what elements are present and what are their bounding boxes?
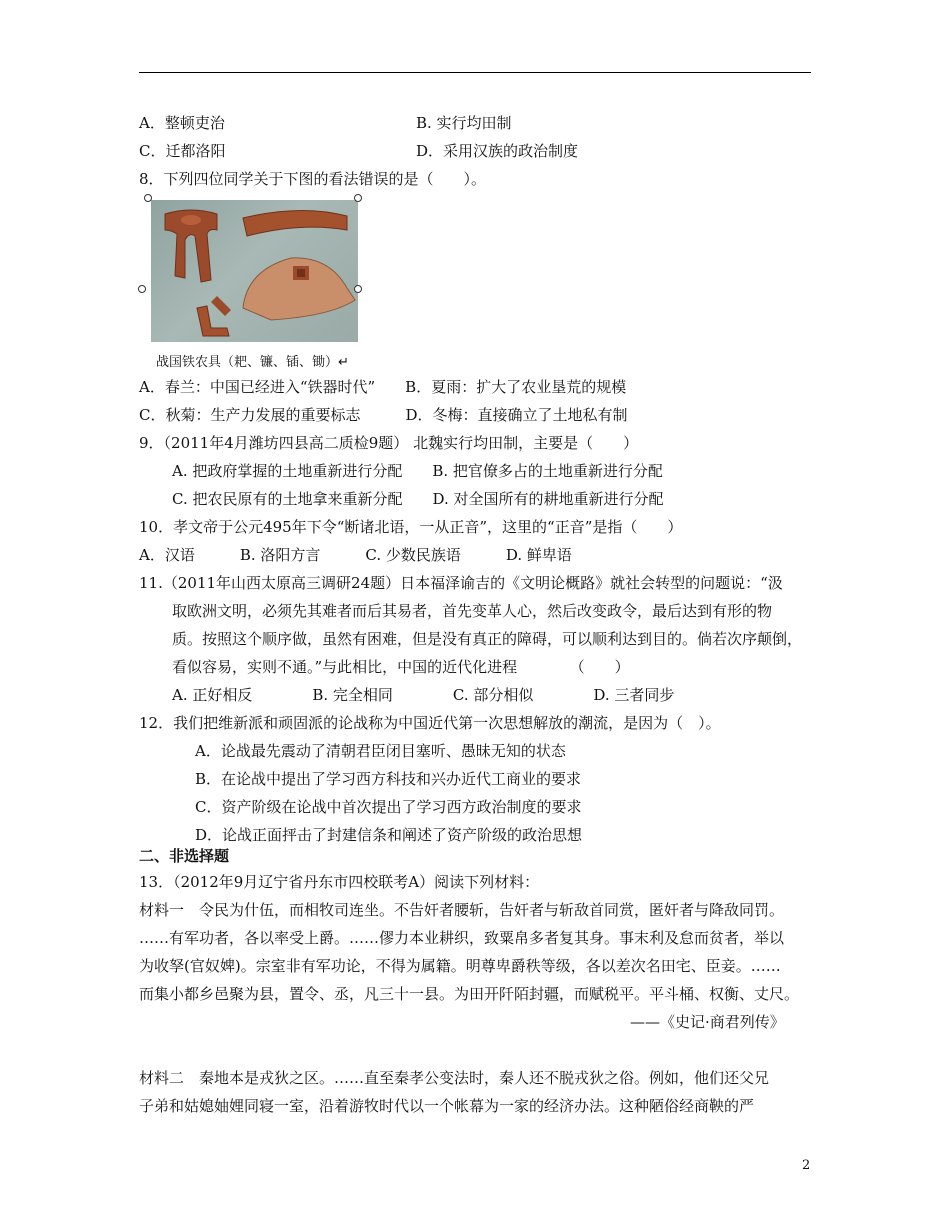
- material2-line2: 子弟和姑媳妯娌同寝一室，沿着游牧时代以一个帐幕为一家的经济办法。这种陋俗经商鞅的严: [139, 1097, 755, 1115]
- q11-line1: 11.（2011年山西太原高三调研24题）日本福泽谕吉的《文明论概路》就社会转型的问题说：“汲: [139, 574, 783, 592]
- material1-line2: ……有军功者，各以率受上爵。……僇力本业耕织，致粟帛多者复其身。事末利及怠而贫者，举以: [139, 929, 785, 947]
- resize-handle-middle-right[interactable]: [354, 285, 362, 293]
- resize-handle-top-left[interactable]: [144, 194, 152, 202]
- q12-option-b: B．在论战中提出了学习西方科技和兴办近代工商业的要求: [195, 770, 582, 788]
- resize-handle-middle-left[interactable]: [138, 285, 146, 293]
- q11-line4: 看似容易，实则不通。”与此相比，中国的近代化进程 （ ）: [172, 658, 630, 676]
- q7-option-b: B. 实行均田制: [416, 114, 512, 132]
- q9-options-line2: C. 把农民原有的土地拿来重新分配 D. 对全国所有的耕地重新进行分配: [172, 490, 664, 508]
- iron-tools-illustration: [151, 200, 358, 342]
- q7-option-d: D．采用汉族的政治制度: [416, 142, 579, 160]
- q8-options-line1: A．春兰：中国已经进入“铁器时代” B．夏雨：扩大了农业垦荒的规模: [139, 378, 627, 396]
- material1-line1: 材料一 令民为什伍，而相牧司连坐。不告奸者腰斩，告奸者与斩敌首同赏，匿奸者与降敌同罚。: [139, 901, 785, 919]
- material1-line3: 为收孥(官奴婢)。宗室非有军功论，不得为属籍。明尊卑爵秩等级，各以差次名田宅、臣妾。……: [139, 957, 781, 975]
- q12-option-c: C．资产阶级在论战中首次提出了学习西方政治制度的要求: [195, 798, 582, 816]
- resize-handle-top-right[interactable]: [354, 194, 362, 202]
- q12-option-a: A．论战最先震动了清朝君臣闭目塞听、愚昧无知的状态: [195, 742, 566, 760]
- q11-line2: 取欧洲文明，必须先其难者而后其易者，首先变革人心，然后改变政令，最后达到有形的物: [172, 602, 773, 620]
- material2-line1: 材料二 秦地本是戎狄之区。……直至秦孝公变法时，秦人还不脱戎狄之俗。例如，他们还父兄: [139, 1069, 770, 1087]
- q9-stem: 9．（2011年4月潍坊四县高二质检9题） 北魏实行均田制，主要是（ ）: [139, 434, 639, 452]
- section-heading: 二、非选择题: [139, 847, 230, 865]
- q11-line3: 质。按照这个顺序做，虽然有困难，但是没有真正的障碍，可以顺利达到目的。倘若次序颠倒，: [172, 630, 803, 648]
- q8-options-line2: C．秋菊：生产力发展的重要标志 D．冬梅：直接确立了土地私有制: [139, 406, 628, 424]
- iron-tools-photo: [151, 200, 358, 342]
- q13-stem: 13．（2012年9月辽宁省丹东市四校联考A）阅读下列材料：: [139, 873, 540, 891]
- q7-option-c: C．迁都洛阳: [139, 142, 226, 160]
- photo-caption: 战国铁农具（耙、镰、锸、锄）↵: [156, 355, 349, 370]
- material1-source: ——《史记·商君列传》: [630, 1013, 785, 1031]
- q12-option-d: D．论战正面抨击了封建信条和阐述了资产阶级的政治思想: [195, 826, 583, 844]
- q10-stem: 10．孝文帝于公元495年下令“断诸北语，一从正音”，这里的“正音”是指（ ）: [139, 518, 683, 536]
- q8-stem: 8．下列四位同学关于下图的看法错误的是（ ）。: [139, 170, 487, 188]
- material1-line4: 而集小都乡邑聚为县，置令、丞，凡三十一县。为田开阡陌封疆，而赋税平。平斗桶、权衡、丈尺。: [139, 985, 800, 1003]
- q9-options-line1: A. 把政府掌握的土地重新进行分配 B. 把官僚多占的土地重新进行分配: [172, 462, 663, 480]
- header-rule: [139, 72, 811, 73]
- page-number: 2: [802, 1158, 811, 1173]
- q7-option-a: A．整顿吏治: [139, 114, 225, 132]
- q10-options: A．汉语 B. 洛阳方言 C. 少数民族语 D. 鲜卑语: [139, 546, 572, 564]
- q12-stem: 12．我们把维新派和顽固派的论战称为中国近代第一次思想解放的潮流，是因为（ ）。: [139, 714, 721, 732]
- q11-options: A. 正好相反 B. 完全相同 C. 部分相似 D. 三者同步: [172, 686, 675, 704]
